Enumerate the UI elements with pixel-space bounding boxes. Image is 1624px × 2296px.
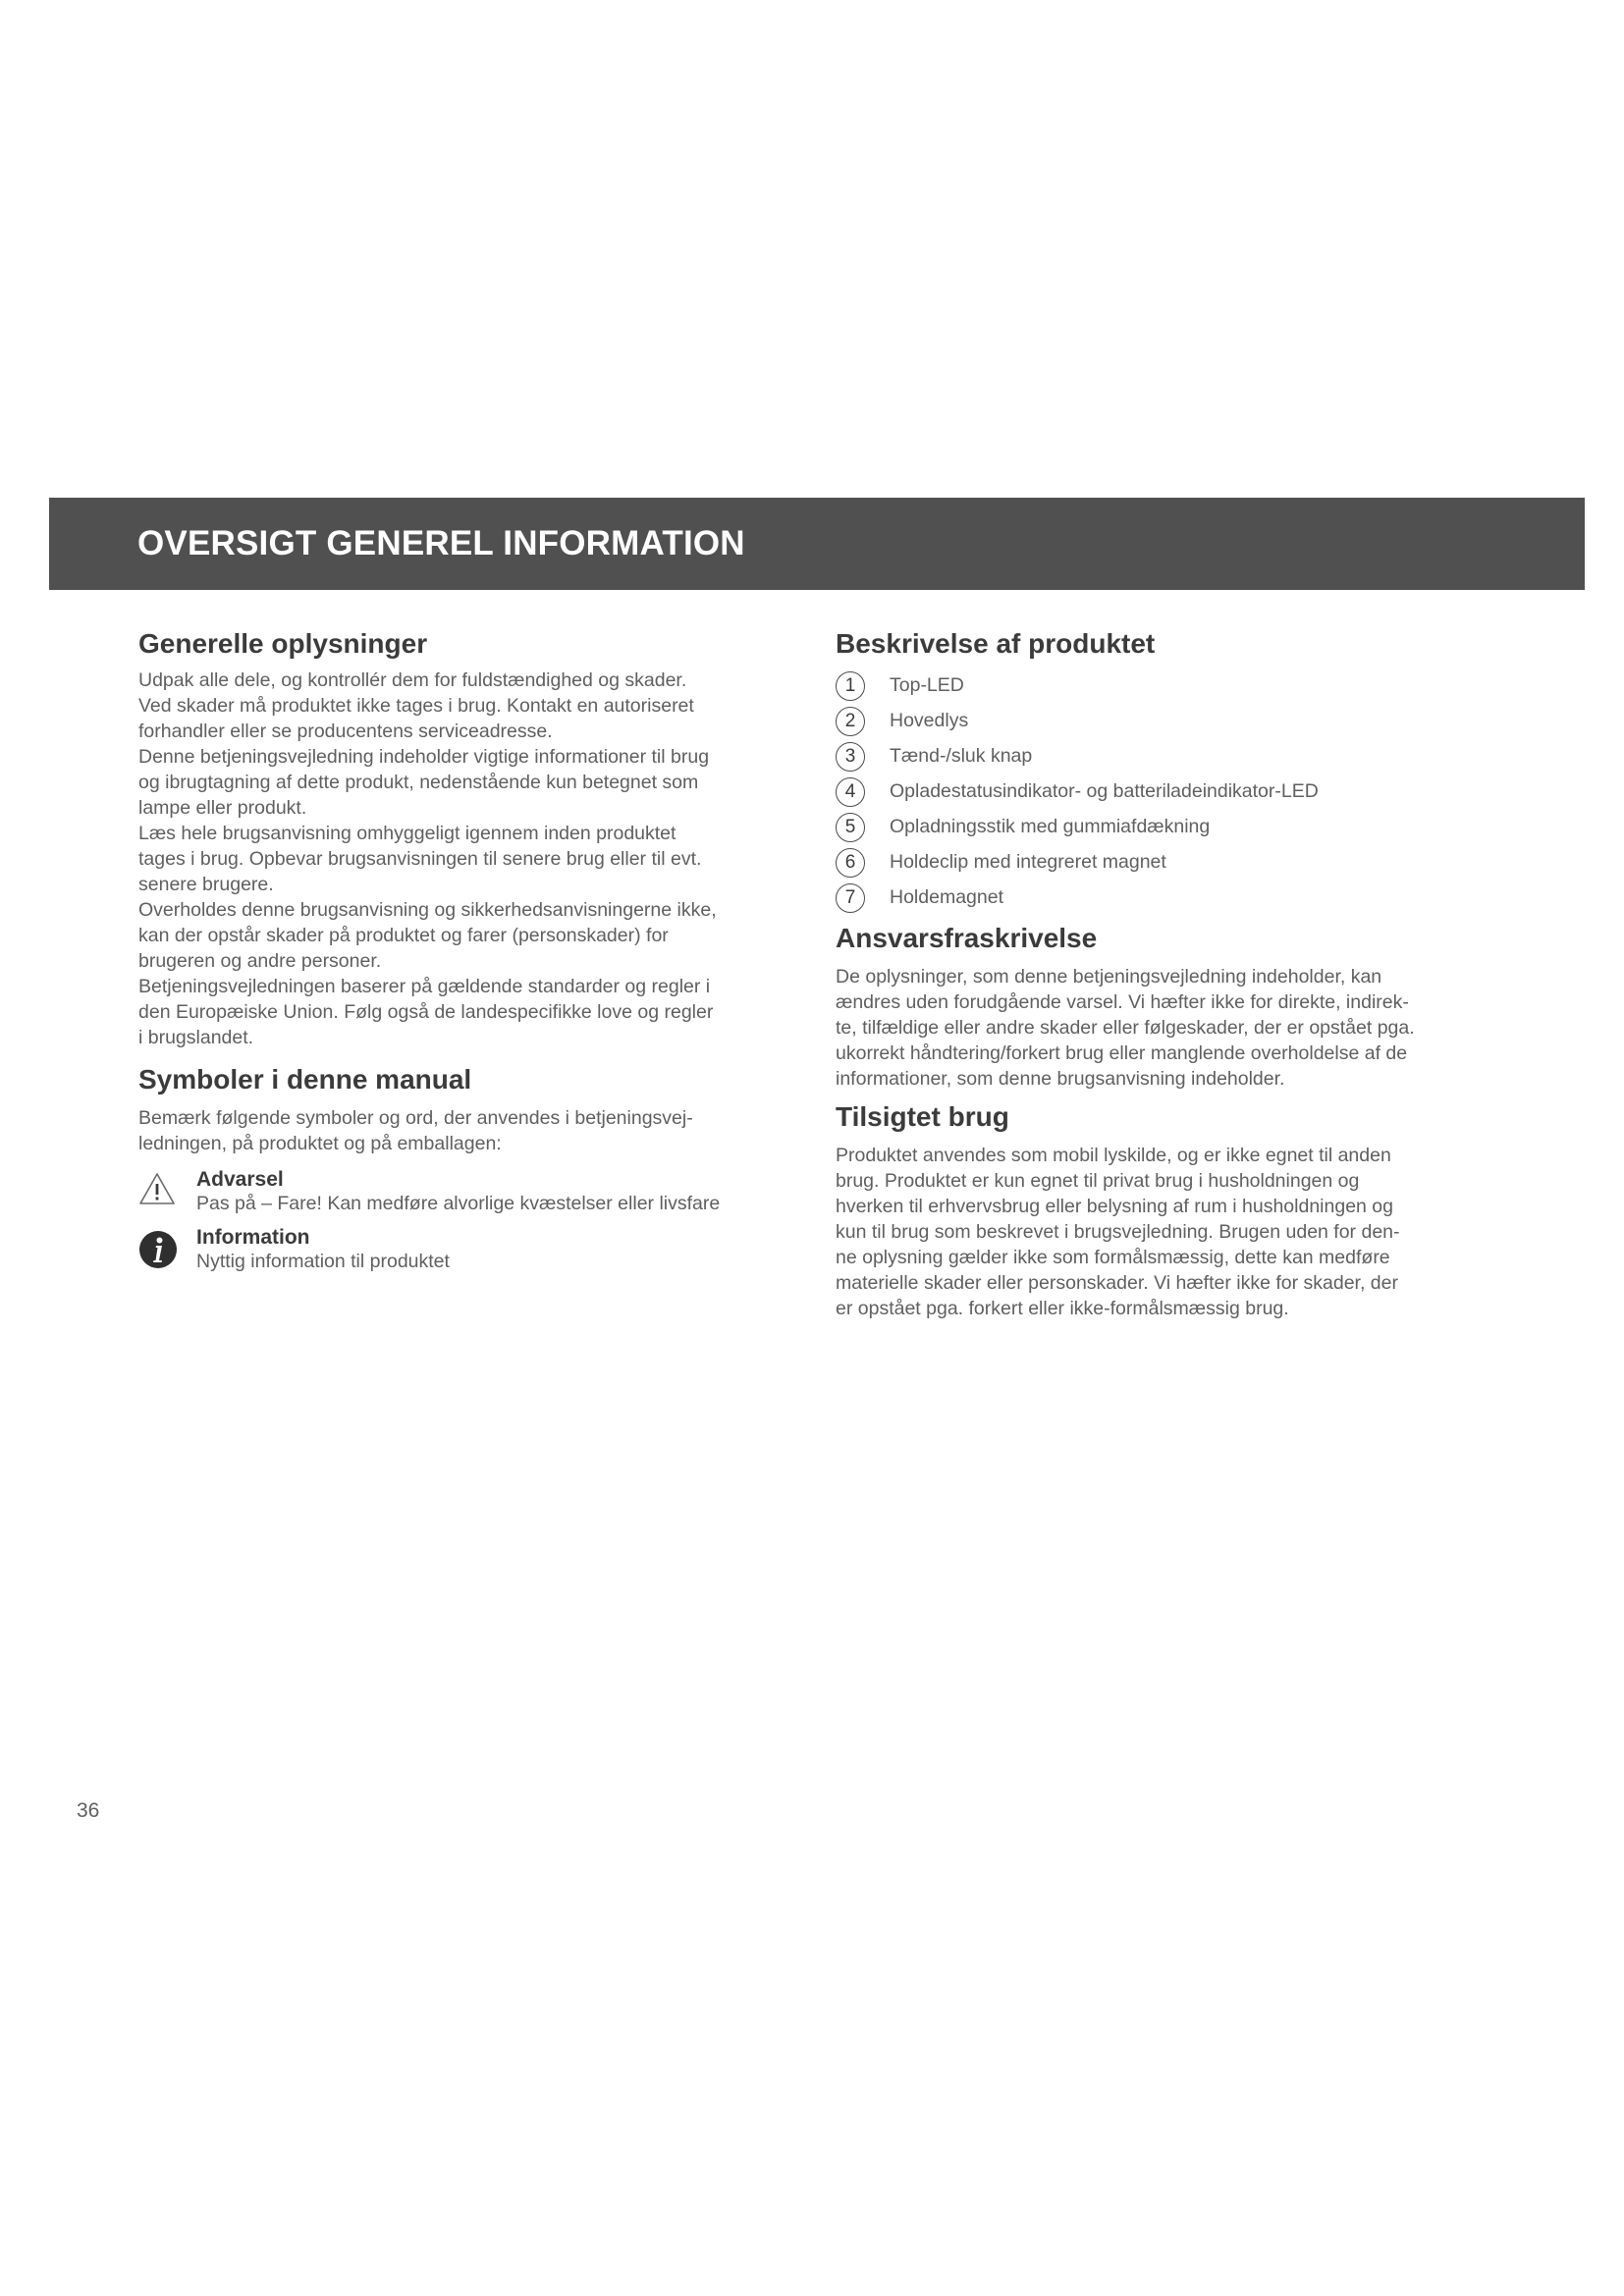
part-number-badge: 7 <box>836 883 865 913</box>
part-label: Tænd-/sluk knap <box>890 745 1033 767</box>
general-heading: Generelle oplysninger <box>138 628 428 659</box>
general-line: den Europæiske Union. Følg også de landespecifikke love og regler <box>138 1001 714 1023</box>
intended-use-line: brug. Produktet er kun egnet til privat brug i husholdningen og <box>836 1170 1360 1192</box>
general-line: og ibrugtagning af dette produkt, nedenstående kun betegnet som <box>138 772 699 793</box>
part-number-badge: 1 <box>836 671 865 701</box>
part-number-badge: 4 <box>836 777 865 807</box>
list-item <box>836 844 1493 880</box>
general-line: Ved skader må produktet ikke tages i brug. Kontakt en autoriseret <box>138 695 694 717</box>
part-label: Holdeclip med integreret magnet <box>890 851 1166 873</box>
disclaimer-heading: Ansvarsfraskrivelse <box>836 923 1098 953</box>
general-line: Læs hele brugsanvisning omhyggeligt igennem inden produktet <box>138 823 677 844</box>
list-item <box>836 667 1493 703</box>
list-item <box>836 880 1493 915</box>
intended-use-line: er opstået pga. forkert eller ikke-formålsmæssig brug. <box>836 1298 1289 1319</box>
disclaimer-line: ukorrekt håndtering/forkert brug eller manglende overholdelse af de <box>836 1042 1408 1064</box>
disclaimer-line: De oplysninger, som denne betjeningsvejledning indeholder, kan <box>836 966 1382 988</box>
part-number-badge: 6 <box>836 848 865 878</box>
part-label: Opladningsstik med gummiafdækning <box>890 816 1211 837</box>
general-line: i brugslandet. <box>138 1027 254 1048</box>
disclaimer-line: informationer, som denne brugsanvisning indeholder. <box>836 1068 1285 1090</box>
symbols-heading: Symboler i denne manual <box>138 1064 472 1095</box>
list-item <box>836 774 1493 809</box>
part-label: Top-LED <box>890 674 964 696</box>
general-line: brugeren og andre personer. <box>138 950 382 972</box>
general-line: Betjeningsvejledningen baserer på gældende standarder og regler i <box>138 976 711 997</box>
general-line: senere brugere. <box>138 874 274 895</box>
left-column <box>138 628 796 1274</box>
intended-use-line: kun til brug som beskrevet i brugsvejledning. Brugen uden for den- <box>836 1221 1400 1243</box>
warning-text: Pas på – Fare! Kan medføre alvorlige kvæstelser eller livsfare <box>196 1193 721 1214</box>
intended-use-line: Produktet anvendes som mobil lyskilde, og er ikke egnet til anden <box>836 1145 1391 1166</box>
part-label: Hovedlys <box>890 710 969 731</box>
symbols-line: Bemærk følgende symboler og ord, der anvendes i betjeningsvej- <box>138 1107 693 1129</box>
part-number-badge: 2 <box>836 707 865 736</box>
list-item <box>836 809 1493 844</box>
disclaimer-line: te, tilfældige eller andre skader eller følgeskader, der er opstået pga. <box>836 1017 1415 1039</box>
general-text <box>138 667 796 1050</box>
info-symbol-row <box>138 1226 796 1274</box>
page-title: OVERSIGT GENEREL INFORMATION <box>137 524 745 562</box>
general-line: Denne betjeningsvejledning indeholder vigtige informationer til brug <box>138 746 710 768</box>
page-number: 36 <box>77 1799 100 1822</box>
disclaimer-line: ændres uden forudgående varsel. Vi hæfter ikke for direkte, indirek- <box>836 991 1409 1013</box>
symbols-text <box>138 1105 796 1156</box>
symbols-line: ledningen, på produktet og på emballagen: <box>138 1133 502 1154</box>
intended-use-line: hverken til erhvervsbrug eller belysning af rum i husholdningen og <box>836 1196 1393 1217</box>
warning-title: Advarsel <box>196 1168 284 1191</box>
part-number-badge: 3 <box>836 742 865 772</box>
part-number-badge: 5 <box>836 813 865 842</box>
right-column <box>836 628 1493 1321</box>
general-line: Overholdes denne brugsanvisning og sikkerhedsanvisningerne ikke, <box>138 899 717 921</box>
parts-list <box>836 667 1493 915</box>
intended-use-line: ne oplysning gælder ikke som formålsmæssig, dette kan medføre <box>836 1247 1390 1268</box>
intended-use-text <box>836 1143 1493 1321</box>
part-label: Opladestatusindikator- og batteriladeindikator-LED <box>890 780 1319 802</box>
intended-use-heading: Tilsigtet brug <box>836 1101 1009 1132</box>
list-item <box>836 738 1493 774</box>
general-line: kan der opstår skader på produktet og farer (personskader) for <box>138 925 669 946</box>
general-line: forhandler eller se producentens serviceadresse. <box>138 721 553 742</box>
general-line: tages i brug. Opbevar brugsanvisningen til senere brug eller til evt. <box>138 848 702 870</box>
list-item <box>836 703 1493 738</box>
warning-triangle-icon <box>138 1172 176 1210</box>
intended-use-line: materielle skader eller personskader. Vi hæfter ikke for skader, der <box>836 1272 1398 1294</box>
disclaimer-text <box>836 964 1493 1092</box>
general-line: lampe eller produkt. <box>138 797 307 819</box>
section-banner <box>49 498 1585 590</box>
info-text: Nyttig information til produktet <box>196 1251 450 1272</box>
info-circle-icon <box>138 1230 178 1274</box>
part-label: Holdemagnet <box>890 886 1003 908</box>
warning-symbol-row <box>138 1168 796 1216</box>
general-line: Udpak alle dele, og kontrollér dem for fuldstændighed og skader. <box>138 669 687 691</box>
product-heading: Beskrivelse af produktet <box>836 628 1156 659</box>
info-title: Information <box>196 1226 310 1249</box>
